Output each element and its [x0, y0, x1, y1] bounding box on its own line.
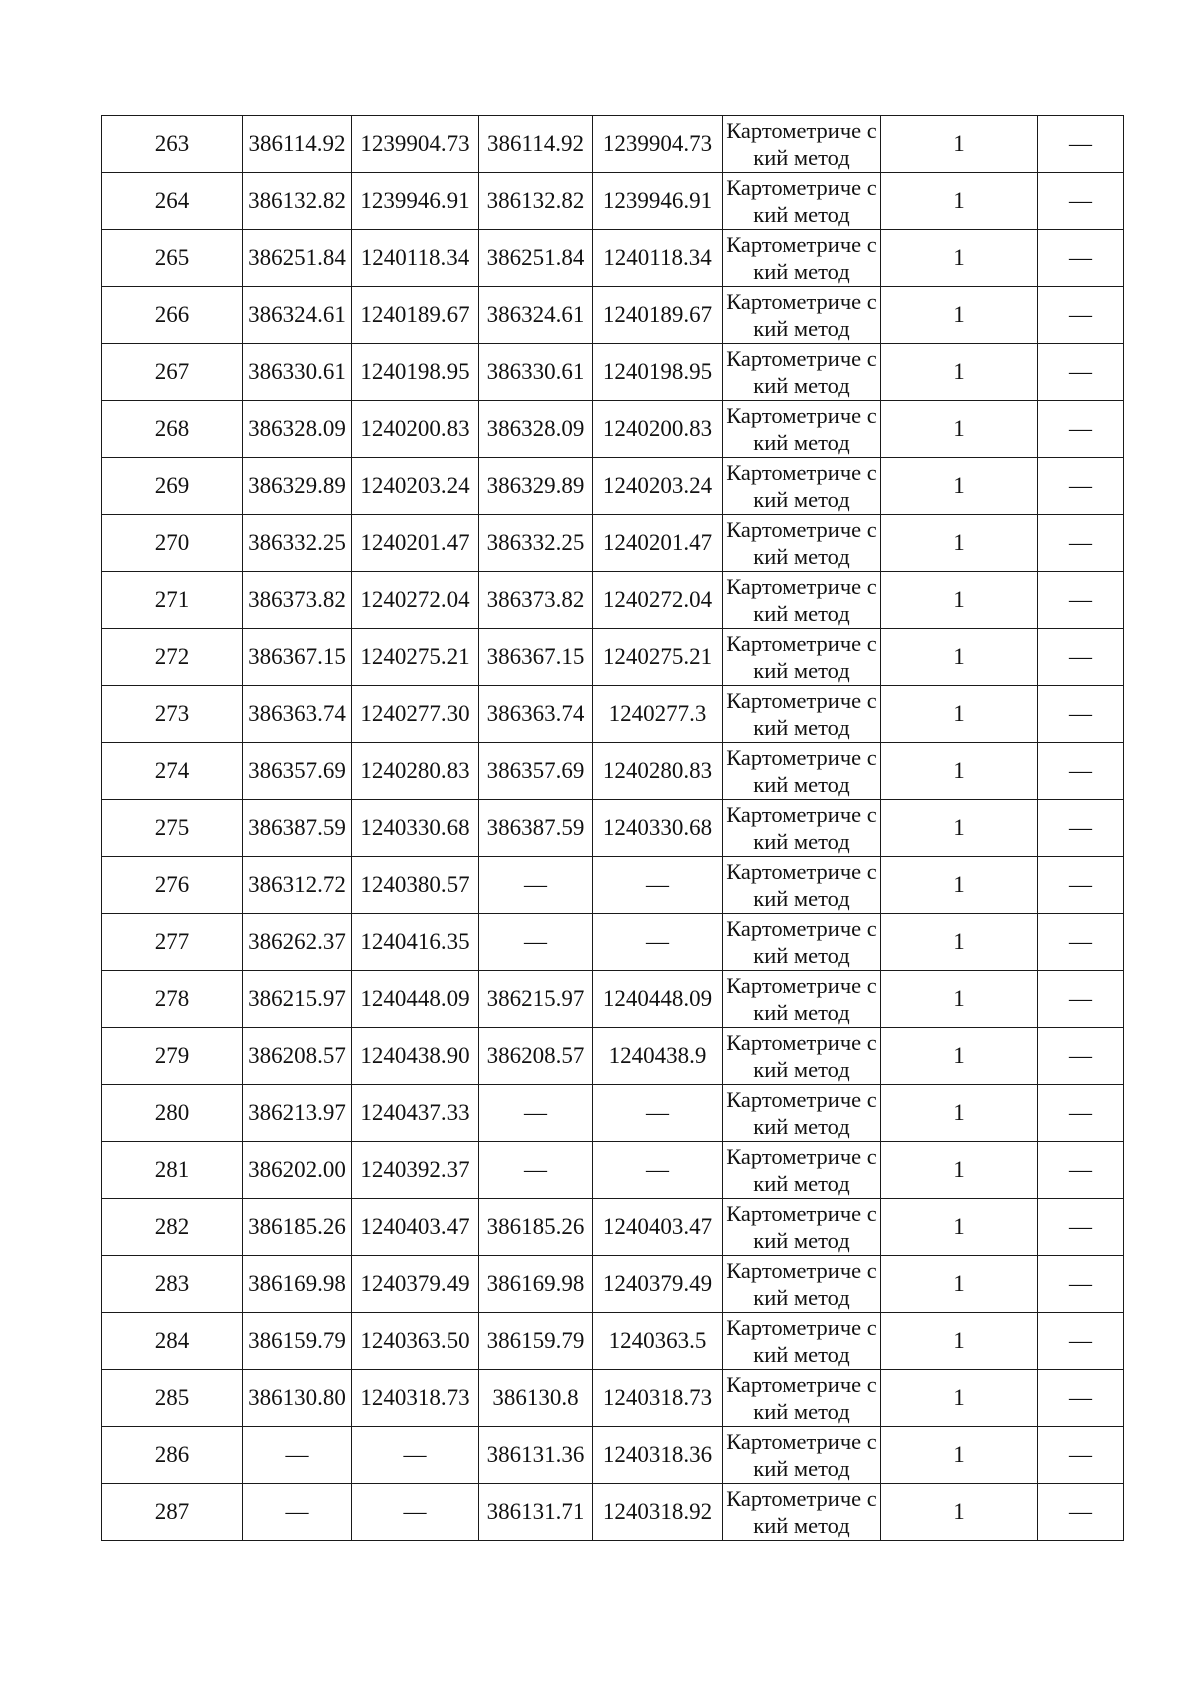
refined-y-cell: 1240275.21: [593, 629, 723, 686]
table-row: [102, 173, 1124, 230]
existing-x-cell: 386169.98: [243, 1256, 352, 1313]
existing-y-cell: 1240118.34: [352, 230, 479, 287]
table-row: [102, 743, 1124, 800]
table-row: [102, 686, 1124, 743]
method-cell: Картометриче ский метод: [723, 1427, 881, 1484]
point-number-cell: 266: [102, 287, 243, 344]
existing-x-cell: 386363.74: [243, 686, 352, 743]
existing-x-cell: 386114.92: [243, 116, 352, 173]
accuracy-cell: 1: [881, 401, 1038, 458]
existing-y-cell: 1240189.67: [352, 287, 479, 344]
note-cell: —: [1038, 800, 1124, 857]
existing-x-cell: 386332.25: [243, 515, 352, 572]
existing-x-cell: 386324.61: [243, 287, 352, 344]
method-cell: Картометриче ский метод: [723, 1028, 881, 1085]
method-cell: Картометриче ский метод: [723, 173, 881, 230]
method-cell: Картометриче ский метод: [723, 1313, 881, 1370]
existing-y-cell: 1240392.37: [352, 1142, 479, 1199]
point-number-cell: 267: [102, 344, 243, 401]
method-cell: Картометриче ский метод: [723, 572, 881, 629]
refined-x-cell: 386373.82: [479, 572, 593, 629]
table-row: [102, 515, 1124, 572]
method-cell: Картометриче ский метод: [723, 971, 881, 1028]
note-cell: —: [1038, 1085, 1124, 1142]
refined-x-cell: 386114.92: [479, 116, 593, 173]
refined-y-cell: 1240201.47: [593, 515, 723, 572]
note-cell: —: [1038, 515, 1124, 572]
accuracy-cell: 1: [881, 1142, 1038, 1199]
note-cell: —: [1038, 857, 1124, 914]
existing-x-cell: 386185.26: [243, 1199, 352, 1256]
accuracy-cell: 1: [881, 1085, 1038, 1142]
point-number-cell: 270: [102, 515, 243, 572]
existing-x-cell: 386215.97: [243, 971, 352, 1028]
point-number-cell: 286: [102, 1427, 243, 1484]
refined-x-cell: 386328.09: [479, 401, 593, 458]
point-number-cell: 278: [102, 971, 243, 1028]
table-row: [102, 914, 1124, 971]
existing-x-cell: 386387.59: [243, 800, 352, 857]
table-row: [102, 1199, 1124, 1256]
existing-y-cell: 1240318.73: [352, 1370, 479, 1427]
existing-y-cell: 1240275.21: [352, 629, 479, 686]
existing-y-cell: —: [352, 1427, 479, 1484]
point-number-cell: 283: [102, 1256, 243, 1313]
accuracy-cell: 1: [881, 857, 1038, 914]
refined-y-cell: 1240330.68: [593, 800, 723, 857]
method-cell: Картометриче ский метод: [723, 914, 881, 971]
table-row: [102, 1085, 1124, 1142]
table-row: [102, 629, 1124, 686]
note-cell: —: [1038, 401, 1124, 458]
note-cell: —: [1038, 116, 1124, 173]
method-cell: Картометриче ский метод: [723, 629, 881, 686]
point-number-cell: 269: [102, 458, 243, 515]
note-cell: —: [1038, 287, 1124, 344]
accuracy-cell: 1: [881, 515, 1038, 572]
table-row: [102, 401, 1124, 458]
table-row: [102, 1313, 1124, 1370]
existing-y-cell: 1240203.24: [352, 458, 479, 515]
refined-x-cell: 386332.25: [479, 515, 593, 572]
table-row: [102, 1028, 1124, 1085]
refined-x-cell: 386324.61: [479, 287, 593, 344]
point-number-cell: 272: [102, 629, 243, 686]
existing-x-cell: 386213.97: [243, 1085, 352, 1142]
existing-y-cell: 1240200.83: [352, 401, 479, 458]
refined-x-cell: 386330.61: [479, 344, 593, 401]
method-cell: Картометриче ский метод: [723, 515, 881, 572]
note-cell: —: [1038, 1484, 1124, 1541]
accuracy-cell: 1: [881, 458, 1038, 515]
point-number-cell: 287: [102, 1484, 243, 1541]
method-cell: Картометриче ский метод: [723, 344, 881, 401]
accuracy-cell: 1: [881, 173, 1038, 230]
table-row: [102, 800, 1124, 857]
table-row: [102, 1427, 1124, 1484]
table-row: [102, 857, 1124, 914]
existing-x-cell: 386132.82: [243, 173, 352, 230]
method-cell: Картометриче ский метод: [723, 1370, 881, 1427]
refined-x-cell: 386215.97: [479, 971, 593, 1028]
existing-x-cell: 386373.82: [243, 572, 352, 629]
refined-x-cell: 386329.89: [479, 458, 593, 515]
refined-y-cell: 1240318.73: [593, 1370, 723, 1427]
refined-y-cell: —: [593, 1085, 723, 1142]
refined-y-cell: 1240280.83: [593, 743, 723, 800]
note-cell: —: [1038, 686, 1124, 743]
accuracy-cell: 1: [881, 572, 1038, 629]
accuracy-cell: 1: [881, 743, 1038, 800]
existing-y-cell: 1240363.50: [352, 1313, 479, 1370]
accuracy-cell: 1: [881, 629, 1038, 686]
point-number-cell: 271: [102, 572, 243, 629]
accuracy-cell: 1: [881, 116, 1038, 173]
method-cell: Картометриче ский метод: [723, 1256, 881, 1313]
existing-x-cell: 386367.15: [243, 629, 352, 686]
refined-y-cell: 1240189.67: [593, 287, 723, 344]
existing-y-cell: 1240280.83: [352, 743, 479, 800]
note-cell: —: [1038, 1370, 1124, 1427]
point-number-cell: 268: [102, 401, 243, 458]
refined-y-cell: 1240118.34: [593, 230, 723, 287]
refined-x-cell: 386208.57: [479, 1028, 593, 1085]
point-number-cell: 282: [102, 1199, 243, 1256]
existing-x-cell: 386159.79: [243, 1313, 352, 1370]
table-row: [102, 1256, 1124, 1313]
method-cell: Картометриче ский метод: [723, 1199, 881, 1256]
existing-x-cell: 386329.89: [243, 458, 352, 515]
note-cell: —: [1038, 1028, 1124, 1085]
refined-x-cell: 386132.82: [479, 173, 593, 230]
refined-y-cell: 1240379.49: [593, 1256, 723, 1313]
accuracy-cell: 1: [881, 1028, 1038, 1085]
table-row: [102, 1142, 1124, 1199]
coordinates-table-body: [102, 116, 1124, 1541]
refined-y-cell: 1239904.73: [593, 116, 723, 173]
method-cell: Картометриче ский метод: [723, 1142, 881, 1199]
refined-x-cell: 386131.71: [479, 1484, 593, 1541]
accuracy-cell: 1: [881, 1370, 1038, 1427]
accuracy-cell: 1: [881, 800, 1038, 857]
point-number-cell: 275: [102, 800, 243, 857]
method-cell: Картометриче ский метод: [723, 857, 881, 914]
existing-y-cell: 1240448.09: [352, 971, 479, 1028]
refined-y-cell: 1240318.92: [593, 1484, 723, 1541]
accuracy-cell: 1: [881, 230, 1038, 287]
refined-x-cell: 386367.15: [479, 629, 593, 686]
existing-y-cell: 1239904.73: [352, 116, 479, 173]
refined-x-cell: —: [479, 857, 593, 914]
accuracy-cell: 1: [881, 1313, 1038, 1370]
method-cell: Картометриче ский метод: [723, 458, 881, 515]
note-cell: —: [1038, 743, 1124, 800]
point-number-cell: 274: [102, 743, 243, 800]
refined-y-cell: 1240200.83: [593, 401, 723, 458]
refined-y-cell: 1240363.5: [593, 1313, 723, 1370]
note-cell: —: [1038, 572, 1124, 629]
refined-x-cell: —: [479, 1085, 593, 1142]
existing-x-cell: 386251.84: [243, 230, 352, 287]
method-cell: Картометриче ский метод: [723, 1085, 881, 1142]
note-cell: —: [1038, 173, 1124, 230]
refined-y-cell: 1240277.3: [593, 686, 723, 743]
existing-y-cell: 1240379.49: [352, 1256, 479, 1313]
existing-y-cell: 1239946.91: [352, 173, 479, 230]
point-number-cell: 263: [102, 116, 243, 173]
refined-x-cell: 386159.79: [479, 1313, 593, 1370]
refined-y-cell: —: [593, 1142, 723, 1199]
accuracy-cell: 1: [881, 1484, 1038, 1541]
refined-y-cell: 1240198.95: [593, 344, 723, 401]
table-row: [102, 287, 1124, 344]
refined-x-cell: —: [479, 1142, 593, 1199]
existing-x-cell: 386130.80: [243, 1370, 352, 1427]
refined-y-cell: —: [593, 914, 723, 971]
note-cell: —: [1038, 344, 1124, 401]
refined-x-cell: 386130.8: [479, 1370, 593, 1427]
coordinates-table: [101, 115, 1124, 1541]
refined-x-cell: 386169.98: [479, 1256, 593, 1313]
refined-y-cell: 1240438.9: [593, 1028, 723, 1085]
method-cell: Картометриче ский метод: [723, 401, 881, 458]
note-cell: —: [1038, 1256, 1124, 1313]
existing-x-cell: 386262.37: [243, 914, 352, 971]
existing-y-cell: 1240437.33: [352, 1085, 479, 1142]
accuracy-cell: 1: [881, 1427, 1038, 1484]
existing-y-cell: 1240403.47: [352, 1199, 479, 1256]
note-cell: —: [1038, 971, 1124, 1028]
existing-x-cell: 386312.72: [243, 857, 352, 914]
note-cell: —: [1038, 1427, 1124, 1484]
existing-y-cell: 1240438.90: [352, 1028, 479, 1085]
point-number-cell: 273: [102, 686, 243, 743]
existing-x-cell: 386202.00: [243, 1142, 352, 1199]
method-cell: Картометриче ский метод: [723, 686, 881, 743]
method-cell: Картометриче ский метод: [723, 230, 881, 287]
accuracy-cell: 1: [881, 914, 1038, 971]
method-cell: Картометриче ский метод: [723, 1484, 881, 1541]
point-number-cell: 285: [102, 1370, 243, 1427]
existing-y-cell: 1240277.30: [352, 686, 479, 743]
accuracy-cell: 1: [881, 971, 1038, 1028]
method-cell: Картометриче ский метод: [723, 800, 881, 857]
existing-x-cell: 386328.09: [243, 401, 352, 458]
accuracy-cell: 1: [881, 344, 1038, 401]
existing-y-cell: 1240201.47: [352, 515, 479, 572]
existing-x-cell: —: [243, 1484, 352, 1541]
refined-x-cell: 386185.26: [479, 1199, 593, 1256]
refined-x-cell: 386251.84: [479, 230, 593, 287]
existing-y-cell: 1240416.35: [352, 914, 479, 971]
note-cell: —: [1038, 629, 1124, 686]
point-number-cell: 281: [102, 1142, 243, 1199]
accuracy-cell: 1: [881, 287, 1038, 344]
table-row: [102, 344, 1124, 401]
existing-y-cell: 1240198.95: [352, 344, 479, 401]
existing-x-cell: 386208.57: [243, 1028, 352, 1085]
note-cell: —: [1038, 914, 1124, 971]
table-row: [102, 572, 1124, 629]
existing-y-cell: 1240330.68: [352, 800, 479, 857]
note-cell: —: [1038, 1142, 1124, 1199]
note-cell: —: [1038, 230, 1124, 287]
accuracy-cell: 1: [881, 686, 1038, 743]
refined-y-cell: 1240203.24: [593, 458, 723, 515]
refined-y-cell: 1240272.04: [593, 572, 723, 629]
refined-y-cell: 1240403.47: [593, 1199, 723, 1256]
accuracy-cell: 1: [881, 1199, 1038, 1256]
point-number-cell: 265: [102, 230, 243, 287]
refined-y-cell: 1240318.36: [593, 1427, 723, 1484]
refined-x-cell: —: [479, 914, 593, 971]
point-number-cell: 284: [102, 1313, 243, 1370]
point-number-cell: 264: [102, 173, 243, 230]
table-row: [102, 1484, 1124, 1541]
table-row: [102, 116, 1124, 173]
table-row: [102, 230, 1124, 287]
method-cell: Картометриче ский метод: [723, 116, 881, 173]
table-row: [102, 1370, 1124, 1427]
note-cell: —: [1038, 458, 1124, 515]
refined-y-cell: 1240448.09: [593, 971, 723, 1028]
table-row: [102, 971, 1124, 1028]
refined-x-cell: 386357.69: [479, 743, 593, 800]
refined-y-cell: 1239946.91: [593, 173, 723, 230]
existing-x-cell: 386357.69: [243, 743, 352, 800]
refined-x-cell: 386131.36: [479, 1427, 593, 1484]
existing-y-cell: —: [352, 1484, 479, 1541]
existing-x-cell: 386330.61: [243, 344, 352, 401]
note-cell: —: [1038, 1199, 1124, 1256]
accuracy-cell: 1: [881, 1256, 1038, 1313]
method-cell: Картометриче ский метод: [723, 287, 881, 344]
existing-x-cell: —: [243, 1427, 352, 1484]
note-cell: —: [1038, 1313, 1124, 1370]
point-number-cell: 276: [102, 857, 243, 914]
existing-y-cell: 1240380.57: [352, 857, 479, 914]
refined-x-cell: 386387.59: [479, 800, 593, 857]
point-number-cell: 279: [102, 1028, 243, 1085]
refined-x-cell: 386363.74: [479, 686, 593, 743]
point-number-cell: 280: [102, 1085, 243, 1142]
table-row: [102, 458, 1124, 515]
refined-y-cell: —: [593, 857, 723, 914]
point-number-cell: 277: [102, 914, 243, 971]
method-cell: Картометриче ский метод: [723, 743, 881, 800]
existing-y-cell: 1240272.04: [352, 572, 479, 629]
